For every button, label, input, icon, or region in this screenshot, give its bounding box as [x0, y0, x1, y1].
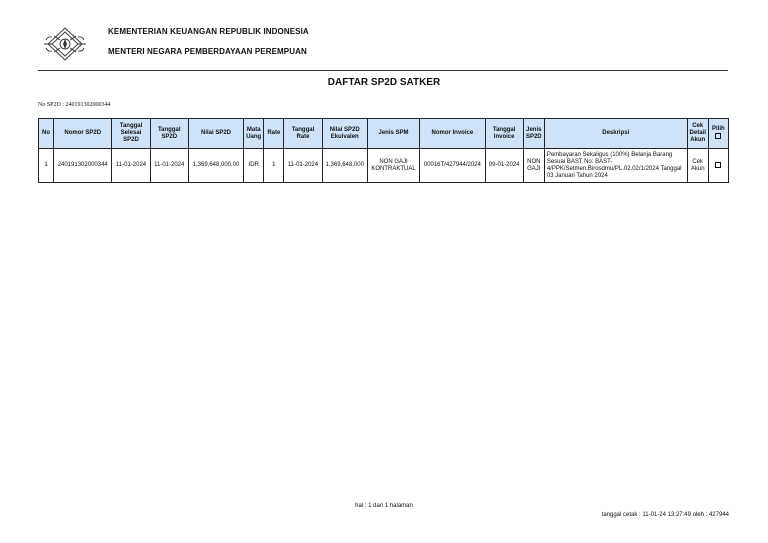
cell-deskripsi: Pembayaran Sekaligus (100%) Belanja Barang Sesuai BAST No: BAST-4/PPK/Setmen.Birosdmu/PL.02.02/1/2024 Tanggal 03 Januari Tahun 2024 [544, 149, 687, 183]
col-header-cek-detail: Cek Detail Akun [687, 119, 708, 149]
minister-name: MENTERI NEGARA PEMBERDAYAAN PEREMPUAN [108, 47, 307, 56]
table-header-row [39, 119, 729, 149]
col-header-tanggal-invoice: Tanggal Invoice [485, 119, 523, 149]
print-info: tanggal cetak : 11-01-24 13:27:49 oleh : 427944 [601, 512, 729, 518]
col-header-tanggal-selesai: Tanggal Selesai SP2D [112, 119, 150, 149]
col-header-no: No [39, 119, 54, 149]
cell-nomor-sp2d: 240191302000344 [54, 149, 112, 183]
cek-akun-link[interactable]: Cek Akun [687, 149, 708, 183]
page-indicator: hal : 1 dari 1 halaman [355, 503, 413, 509]
pilih-label: Pilih [712, 126, 725, 133]
ministry-logo-icon [38, 24, 92, 64]
cell-tanggal-rate: 11-01-2024 [284, 149, 322, 183]
sp2d-number-label: No SP2D : 240191302000344 [38, 102, 111, 108]
cell-nomor-invoice: 00016T/427944/2024 [420, 149, 485, 183]
col-header-nomor-invoice: Nomor Invoice [420, 119, 485, 149]
cell-no: 1 [39, 149, 54, 183]
page-title: DAFTAR SP2D SATKER [327, 77, 441, 88]
cell-rate: 1 [264, 149, 284, 183]
col-header-mata-uang: Mata Uang [244, 119, 264, 149]
cell-tanggal-selesai: 11-01-2024 [112, 149, 150, 183]
header-divider [38, 70, 728, 71]
col-header-deskripsi: Deskripsi [544, 119, 687, 149]
col-header-nilai-sp2d: Nilai SP2D [188, 119, 243, 149]
cell-nilai-sp2d: 1,369,648,000.00 [188, 149, 243, 183]
cell-tanggal-invoice: 09-01-2024 [485, 149, 523, 183]
col-header-rate: Rate [264, 119, 284, 149]
row-select-checkbox[interactable] [715, 162, 721, 168]
cell-jenis-sp2d: NON GAJI [523, 149, 544, 183]
col-header-jenis-sp2d: Jenis SP2D [523, 119, 544, 149]
cell-mata-uang: IDR [244, 149, 264, 183]
select-all-checkbox[interactable] [715, 133, 721, 139]
ministry-name: KEMENTERIAN KEUANGAN REPUBLIK INDONESIA [108, 27, 309, 36]
sp2d-table [38, 118, 729, 183]
col-header-pilih [708, 119, 728, 149]
table-row [39, 149, 729, 183]
cell-tanggal-sp2d: 11-01-2024 [150, 149, 188, 183]
col-header-tanggal-sp2d: Tanggal SP2D [150, 119, 188, 149]
col-header-jenis-spm: Jenis SPM [367, 119, 419, 149]
cell-nilai-ekuivalen: 1,369,648,000 [322, 149, 367, 183]
cell-pilih [708, 149, 728, 183]
col-header-tanggal-rate: Tanggal Rate [284, 119, 322, 149]
col-header-nilai-ekuivalen: Nilai SP2D Ekuivalen [322, 119, 367, 149]
cell-jenis-spm: NON GAJI KONTRAKTUAL [367, 149, 419, 183]
col-header-nomor-sp2d: Nomor SP2D [54, 119, 112, 149]
